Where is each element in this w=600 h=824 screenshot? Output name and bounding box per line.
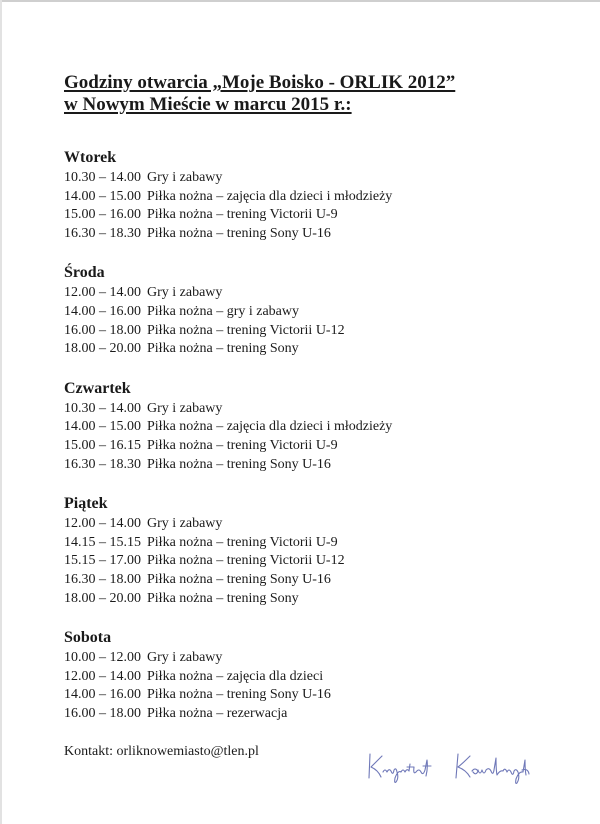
time-range: 10.00 – 12.00 [64,650,141,666]
activity-label: Piłka nożna – trening Victorii U-9 [147,207,338,223]
activity-label: Gry i zabawy [147,170,223,185]
time-range: 12.00 – 14.00 [64,668,141,684]
schedule-row [64,400,564,419]
time-range: 18.00 – 20.00 [64,590,141,606]
activity-label: Piłka nożna – zajęcia dla dzieci [147,668,324,684]
time-range: 16.00 – 18.00 [64,705,141,721]
time-range: 16.30 – 18.30 [64,225,141,241]
schedule-row [64,169,564,188]
schedule-section [64,148,564,243]
document-page [64,72,564,761]
day-heading: Piątek [64,495,108,513]
time-range: 15.00 – 16.00 [64,207,141,223]
scan-edge-left [0,0,2,824]
activity-label: Piłka nożna – trening Sony U-16 [147,687,331,703]
activity-label: Piłka nożna – trening Sony U-16 [147,571,331,587]
schedule-row [64,188,564,207]
day-heading: Środa [64,264,105,282]
schedule-row [64,284,564,303]
activity-label: Piłka nożna – gry i zabawy [147,303,300,319]
schedule-row [64,515,564,534]
time-range: 16.30 – 18.00 [64,571,141,587]
contact-email: orliknowemiasto@tlen.pl [116,744,259,760]
schedule-row [64,590,564,609]
day-heading: Czwartek [64,379,131,397]
contact-label: Kontakt: [64,744,113,760]
activity-label: Piłka nożna – zajęcia dla dzieci i młodzieży [147,188,393,204]
scan-edge-top [0,0,600,2]
time-range: 16.30 – 18.30 [64,456,141,472]
title-line-2: w Nowym Mieście w marcu 2015 r.: [64,94,352,115]
schedule [64,148,564,723]
activity-label: Piłka nożna – trening Victorii U-12 [147,553,345,569]
activity-label: Piłka nożna – trening Victorii U-12 [147,322,345,338]
activity-label: Gry i zabawy [147,650,223,666]
title-line-1: Godziny otwarcia „Moje Boisko - ORLIK 2012” [64,72,456,93]
time-range: 16.00 – 18.00 [64,322,141,338]
day-heading: Wtorek [64,149,117,166]
schedule-row [64,225,564,244]
activity-label: Piłka nożna – rezerwacja [147,705,288,721]
time-range: 14.00 – 16.00 [64,687,141,703]
time-range: 14.00 – 15.00 [64,188,141,204]
schedule-row [64,456,564,475]
schedule-row [64,649,564,668]
document-title [64,72,564,116]
time-range: 14.00 – 16.00 [64,303,141,319]
time-range: 12.00 – 14.00 [64,516,141,532]
schedule-row [64,571,564,590]
schedule-row [64,340,564,359]
time-range: 12.00 – 14.00 [64,285,141,301]
schedule-row [64,686,564,705]
time-range: 14.15 – 15.15 [64,534,141,550]
schedule-row [64,552,564,571]
day-heading: Sobota [64,629,112,647]
activity-label: Piłka nożna – trening Sony U-16 [147,225,331,241]
time-range: 14.00 – 15.00 [64,419,141,435]
schedule-section [64,263,564,358]
schedule-section [64,494,564,608]
activity-label: Gry i zabawy [147,285,223,301]
activity-label: Gry i zabawy [147,516,223,532]
time-range: 15.15 – 17.00 [64,553,141,569]
time-range: 10.30 – 14.00 [64,400,141,416]
time-range: 18.00 – 20.00 [64,341,141,357]
schedule-row [64,668,564,687]
activity-label: Gry i zabawy [147,400,223,416]
handwritten-signature [366,748,566,788]
time-range: 10.30 – 14.00 [64,170,141,185]
activity-label: Piłka nożna – zajęcia dla dzieci i młodzieży [147,419,393,435]
activity-label: Piłka nożna – trening Sony [147,341,299,357]
schedule-row [64,322,564,341]
schedule-section [64,379,564,474]
schedule-row [64,206,564,225]
activity-label: Piłka nożna – trening Sony U-16 [147,456,331,472]
schedule-row [64,303,564,322]
schedule-row [64,705,564,724]
time-range: 15.00 – 16.15 [64,437,141,453]
activity-label: Piłka nożna – trening Sony [147,590,299,606]
schedule-row [64,437,564,456]
schedule-row [64,418,564,437]
schedule-section [64,628,564,723]
activity-label: Piłka nożna – trening Victorii U-9 [147,437,338,453]
schedule-row [64,534,564,553]
activity-label: Piłka nożna – trening Victorii U-9 [147,534,338,550]
